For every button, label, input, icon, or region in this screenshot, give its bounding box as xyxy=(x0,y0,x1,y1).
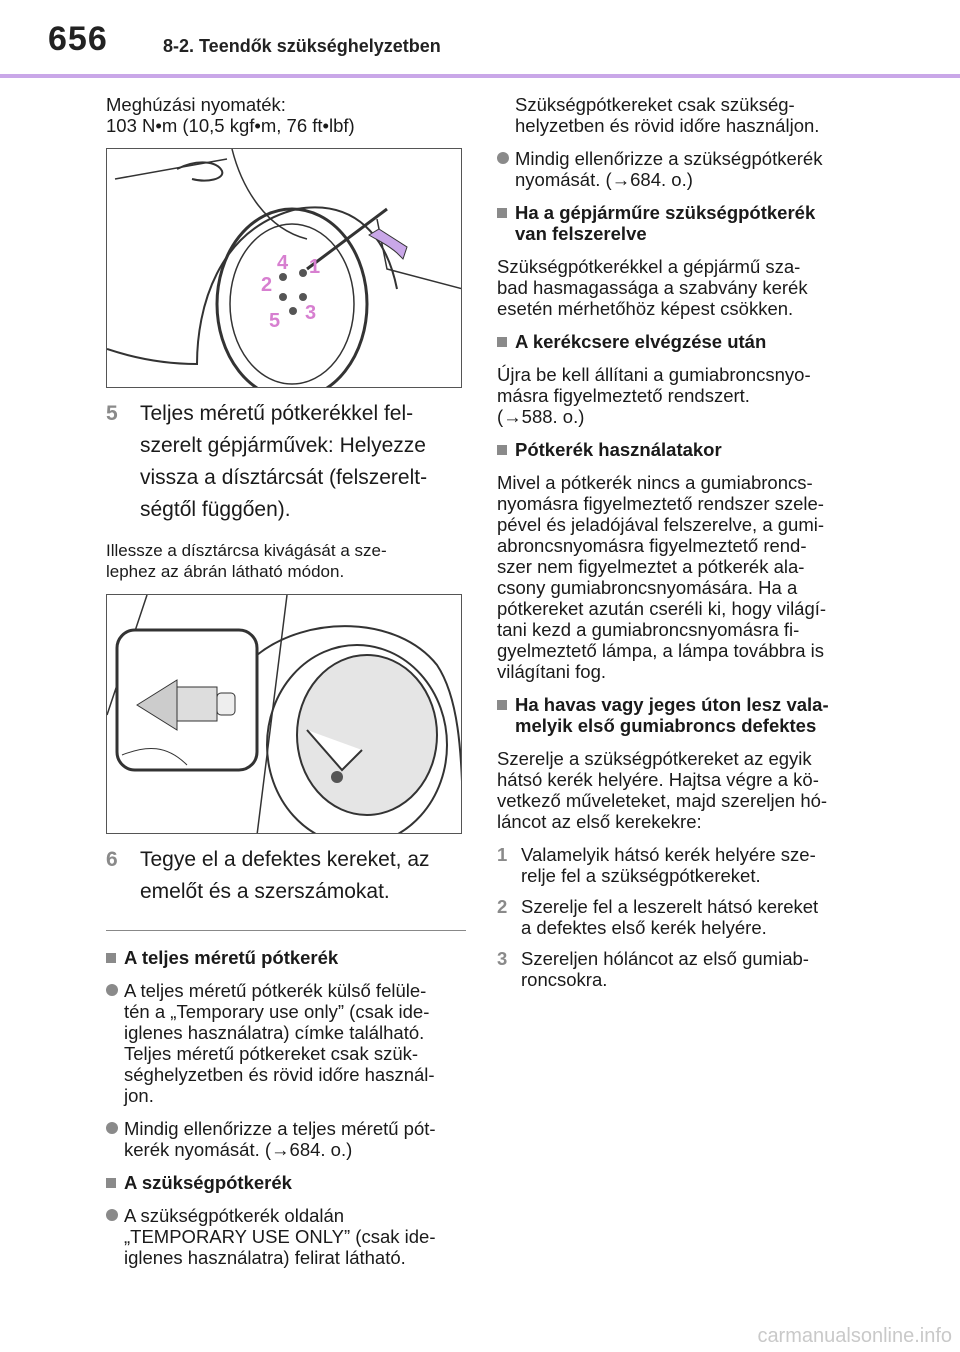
step-5 xyxy=(106,398,466,526)
bullet-text xyxy=(515,148,822,190)
text-line: Mivel a pótkerék nincs a gumiabroncs- xyxy=(497,472,813,493)
heading-text xyxy=(515,202,815,244)
page-header xyxy=(0,0,960,80)
step-line: Teljes méretű pótkerékkel fel- xyxy=(140,402,414,425)
text-line: világítani fog. xyxy=(497,661,607,682)
nut-label-5: 5 xyxy=(269,310,281,332)
bullet-text xyxy=(124,980,435,1106)
text-line: (→588. o.) xyxy=(497,406,585,427)
bullet-item xyxy=(106,1205,466,1268)
bullet-text xyxy=(124,1205,435,1268)
square-bullet-icon xyxy=(497,700,507,710)
text-line: Szerelje fel a leszerelt hátsó kereket xyxy=(521,896,819,917)
step-number: 1 xyxy=(497,844,508,865)
full-size-spare-heading xyxy=(106,947,466,968)
step-text xyxy=(521,948,809,990)
round-bullet-icon xyxy=(106,1122,118,1134)
heading-text: A kerékcsere elvégzése után xyxy=(515,331,767,352)
torque-line: 103 N•m (10,5 kgf•m, 76 ft•lbf) xyxy=(106,115,355,136)
wheel-nut-illustration xyxy=(107,149,462,388)
step-5-note xyxy=(106,540,466,582)
text-line: pével és jeladójával felszerelve, a gumi- xyxy=(497,514,825,535)
text-line: nyomását. (→684. o.) xyxy=(515,169,693,190)
watermark: carmanualsonline.info xyxy=(757,1325,952,1347)
header-rule xyxy=(0,74,960,78)
text-line: séghelyzetben és rövid időre használ- xyxy=(124,1064,435,1085)
text-line: Mindig ellenőrizze a teljes méretű pót- xyxy=(124,1118,436,1139)
text-line: bad hasmagassága a szabvány kerék xyxy=(497,277,808,298)
text-line: csony gumiabroncsnyomására. Ha a xyxy=(497,577,798,598)
text-line: Szükségpótkereket csak szükség- xyxy=(515,94,795,115)
numbered-step xyxy=(497,896,859,938)
paragraph xyxy=(497,748,859,832)
right-column xyxy=(497,94,859,1000)
text-line: kerék nyomását. (→684. o.) xyxy=(124,1139,353,1160)
snow-ice-heading xyxy=(497,694,859,736)
text-line: A teljes méretű pótkerék külső felüle- xyxy=(124,980,427,1001)
compact-spare-heading xyxy=(106,1172,466,1193)
step-number: 2 xyxy=(497,896,508,917)
square-bullet-icon xyxy=(497,337,507,347)
heading-text: Pótkerék használatakor xyxy=(515,439,722,460)
heading-line: van felszerelve xyxy=(515,223,647,244)
text-line: gyelmeztető lámpa, a lámpa továbbra is xyxy=(497,640,825,661)
text-line: abroncsnyomásra figyelmeztető rend- xyxy=(497,535,807,556)
continued-text xyxy=(497,94,859,136)
paragraph xyxy=(497,256,859,319)
text-line: pótkereket azután cseréli ki, hogy világí- xyxy=(497,598,827,619)
text-line: „TEMPORARY USE ONLY” (csak ide- xyxy=(124,1226,436,1247)
square-bullet-icon xyxy=(497,208,507,218)
text-line: Szerelje a szükségpótkereket az egyik xyxy=(497,748,812,769)
text-line: A szükségpótkerék oldalán xyxy=(124,1205,345,1226)
nut-label-2: 2 xyxy=(261,274,273,296)
step-number: 6 xyxy=(106,848,118,871)
bullet-text xyxy=(124,1118,436,1160)
step-text xyxy=(521,844,816,886)
heading-text: A szükségpótkerék xyxy=(124,1172,292,1193)
heading-line: melyik első gumiabroncs defektes xyxy=(515,715,817,736)
step-number: 3 xyxy=(497,948,508,969)
heading-text xyxy=(515,694,829,736)
text-line: másra figyelmeztető rendszert. xyxy=(497,385,750,406)
square-bullet-icon xyxy=(497,445,507,455)
text-line: jon. xyxy=(124,1085,154,1106)
step-number: 5 xyxy=(106,402,118,425)
text-line: roncsokra. xyxy=(521,969,608,990)
nut-label-3: 3 xyxy=(305,302,317,324)
text-line: Szereljen hóláncot az első gumiab- xyxy=(521,948,809,969)
heading-line: Ha havas vagy jeges úton lesz vala- xyxy=(515,694,829,715)
left-column xyxy=(106,94,466,1280)
step-6 xyxy=(106,844,466,908)
torque-text xyxy=(106,94,466,136)
step-line: szerelt gépjárművek: Helyezze xyxy=(140,434,426,457)
text-line: nyomásra figyelmeztető rendszer szele- xyxy=(497,493,824,514)
compact-spare-fitted-heading xyxy=(497,202,859,244)
using-spare-heading xyxy=(497,439,859,460)
text-line: szer nem figyelmeztet a pótkerék ala- xyxy=(497,556,805,577)
hubcap-illustration xyxy=(107,595,462,834)
step-line: ségtől függően). xyxy=(140,498,291,521)
text-line: tani kezd a gumiabroncsnyomásra fi- xyxy=(497,619,800,640)
square-bullet-icon xyxy=(106,1178,116,1188)
after-wheel-change-heading xyxy=(497,331,859,352)
nut-label-4: 4 xyxy=(277,252,289,274)
torque-line: Meghúzási nyomaték: xyxy=(106,94,286,115)
step-line: vissza a dísztárcsát (felszerelt- xyxy=(140,466,428,489)
round-bullet-icon xyxy=(106,984,118,996)
heading-line: Ha a gépjárműre szükségpótkerék xyxy=(515,202,816,223)
text-line: láncot az első kerekekre: xyxy=(497,811,702,832)
text-line: iglenes használatra) felirat látható. xyxy=(124,1247,406,1268)
paragraph xyxy=(497,472,859,682)
text-line: iglenes használatra) címke található. xyxy=(124,1022,425,1043)
step-line: Tegye el a defektes kereket, az xyxy=(140,848,430,871)
square-bullet-icon xyxy=(106,953,116,963)
numbered-step xyxy=(497,948,859,990)
text-line: relje fel a szükségpótkereket. xyxy=(521,865,761,886)
section-title: 8-2. Teendők szükséghelyzetben xyxy=(163,36,441,56)
text-line: tén a „Temporary use only” (csak ide- xyxy=(124,1001,430,1022)
text-line: vetkező műveleteket, majd szereljen hó- xyxy=(497,790,828,811)
section-divider xyxy=(106,930,466,931)
text-line: helyzetben és rövid időre használjon. xyxy=(515,115,820,136)
step-text xyxy=(140,844,430,908)
text-line: Valamelyik hátsó kerék helyére sze- xyxy=(521,844,816,865)
round-bullet-icon xyxy=(497,152,509,164)
text-line: esetén mérhetőhöz képest csökken. xyxy=(497,298,794,319)
bullet-item xyxy=(106,980,466,1106)
text-line: Teljes méretű pótkereket csak szük- xyxy=(124,1043,419,1064)
bullet-item xyxy=(497,148,859,190)
step-text xyxy=(140,398,427,526)
page-number: 656 xyxy=(48,20,108,58)
nut-label-1: 1 xyxy=(309,256,321,278)
hubcap-figure xyxy=(106,594,462,834)
text-line: Mindig ellenőrizze a szükségpótkerék xyxy=(515,148,823,169)
wheel-nut-figure xyxy=(106,148,462,388)
step-line: emelőt és a szerszámokat. xyxy=(140,880,390,903)
note-line: lephez az ábrán látható módon. xyxy=(106,562,345,581)
heading-text: A teljes méretű pótkerék xyxy=(124,947,339,968)
text-line: Újra be kell állítani a gumiabroncsnyo- xyxy=(497,364,811,385)
paragraph xyxy=(497,364,859,427)
round-bullet-icon xyxy=(106,1209,118,1221)
text-line: Szükségpótkerékkel a gépjármű sza- xyxy=(497,256,801,277)
text-line: hátsó kerék helyére. Hajtsa végre a kö- xyxy=(497,769,819,790)
step-text xyxy=(521,896,818,938)
bullet-item xyxy=(106,1118,466,1160)
numbered-step xyxy=(497,844,859,886)
note-line: Illessze a dísztárcsa kivágását a sze- xyxy=(106,541,387,560)
text-line: a defektes első kerék helyére. xyxy=(521,917,767,938)
